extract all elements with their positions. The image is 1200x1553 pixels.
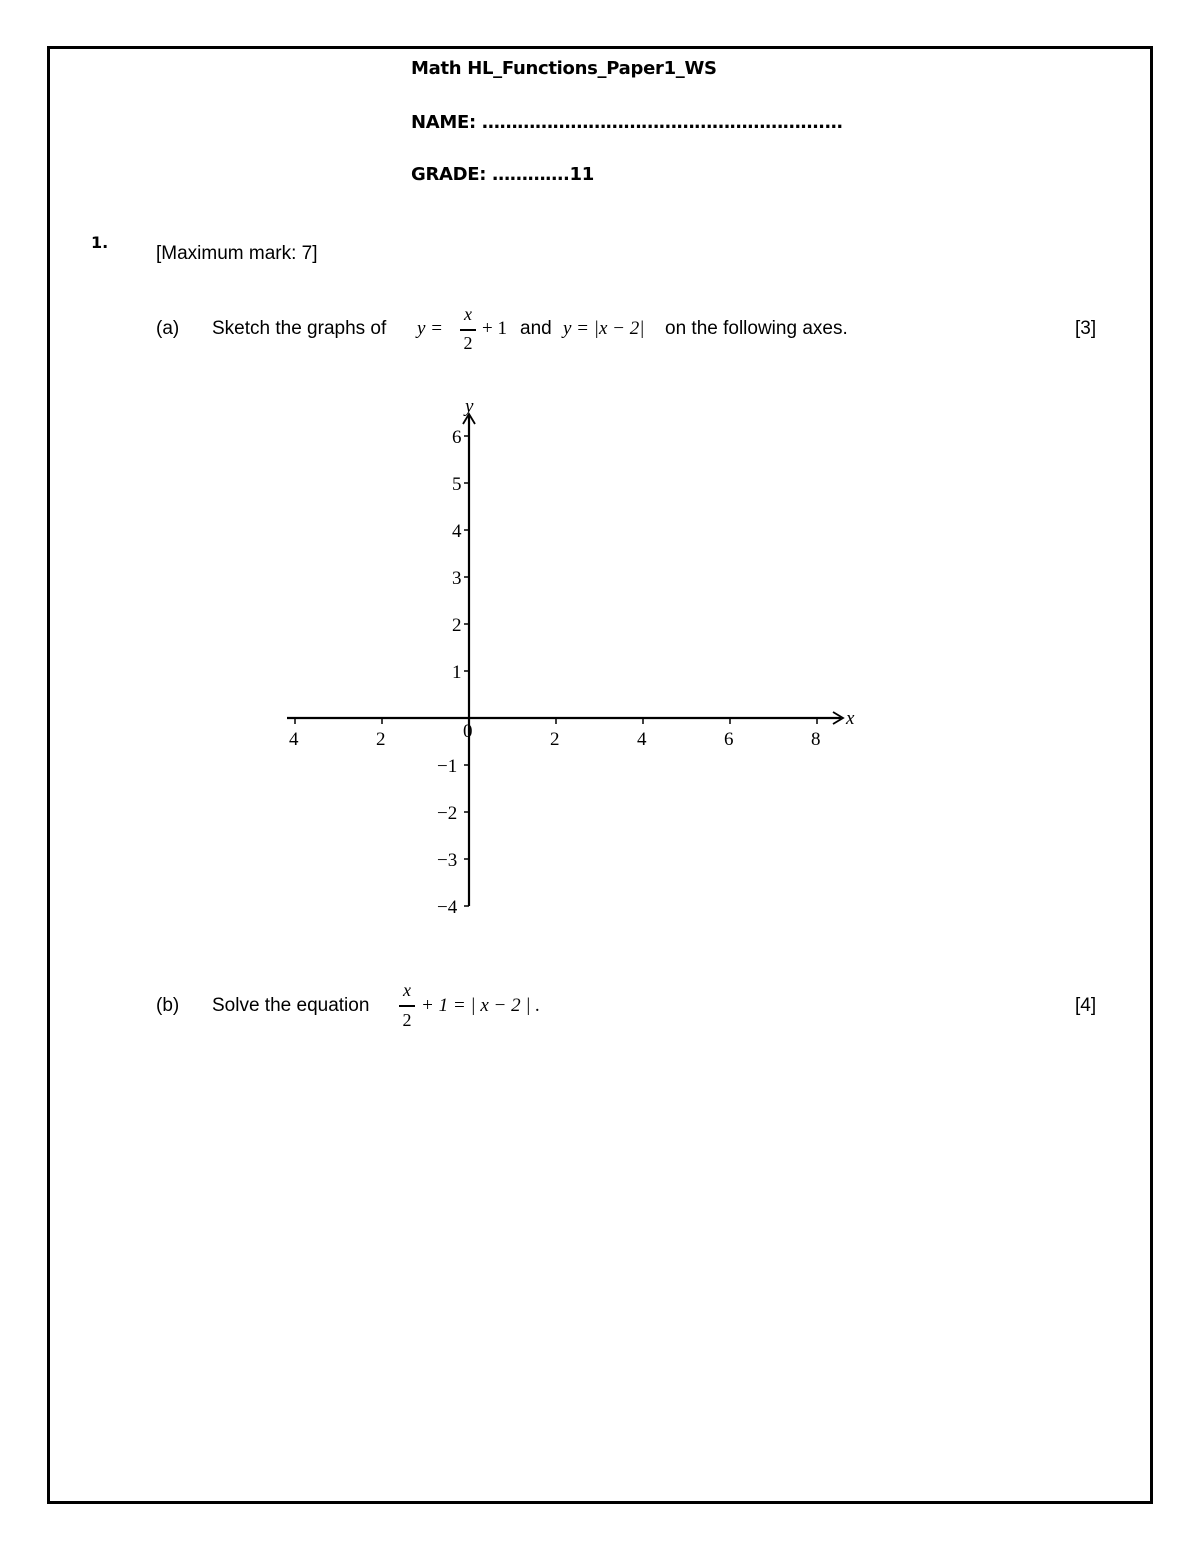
y-axis-label: y [465,396,474,417]
worksheet-title: Math HL_Functions_Paper1_WS [411,58,717,79]
part-b-eq-denominator: 2 [402,1010,412,1030]
part-a-and: and [520,318,552,339]
y-tick-label: 5 [452,474,462,495]
x-tick-label: 0 [463,721,473,742]
x-tick-label: 2 [376,729,386,750]
y-tick-label: 3 [452,568,462,589]
part-a-text-before: Sketch the graphs of [212,318,387,339]
part-a-marks: [3] [1075,318,1097,339]
name-field-line: NAME: ………………………………………………….… [411,112,843,133]
y-tick-label: 1 [452,662,462,683]
part-b-eq-rest: + 1 = | x − 2 | . [421,995,541,1016]
part-b-fraction-bar [399,1005,415,1007]
part-b-text-before: Solve the equation [212,995,370,1016]
x-tick-label: 4 [637,729,647,750]
x-tick-label: 8 [811,729,821,750]
part-a-eq1-lhs: y = [417,318,444,339]
part-a-eq1-rest: + 1 [482,318,507,339]
x-axis-label: x [846,708,855,729]
y-tick-label: 2 [452,615,462,636]
part-a-text-after: on the following axes. [665,318,848,339]
part-a-eq1-numerator: x [464,304,472,324]
x-tick-label: 2 [550,729,560,750]
y-tick-label: −2 [437,803,458,824]
y-tick-label: −1 [437,756,458,777]
y-tick-label: −4 [437,897,458,918]
part-a-eq2: y = |x − 2| [563,318,645,339]
y-tick-label: 4 [452,521,462,542]
max-mark: [Maximum mark: 7] [156,243,318,264]
part-a-eq1-denominator: 2 [463,333,473,353]
part-a-label: (a) [156,318,180,339]
x-tick-label: 4 [289,729,299,750]
part-b-label: (b) [156,995,180,1016]
x-tick-label: 6 [724,729,734,750]
question-number: 1. [91,233,109,252]
grade-field-line: GRADE: ………….11 [411,164,594,185]
y-tick-label: −3 [437,850,458,871]
part-b-marks: [4] [1075,995,1097,1016]
part-b-eq-numerator: x [403,980,411,1000]
axes-layer [287,396,855,918]
y-tick-label: 6 [452,427,462,448]
